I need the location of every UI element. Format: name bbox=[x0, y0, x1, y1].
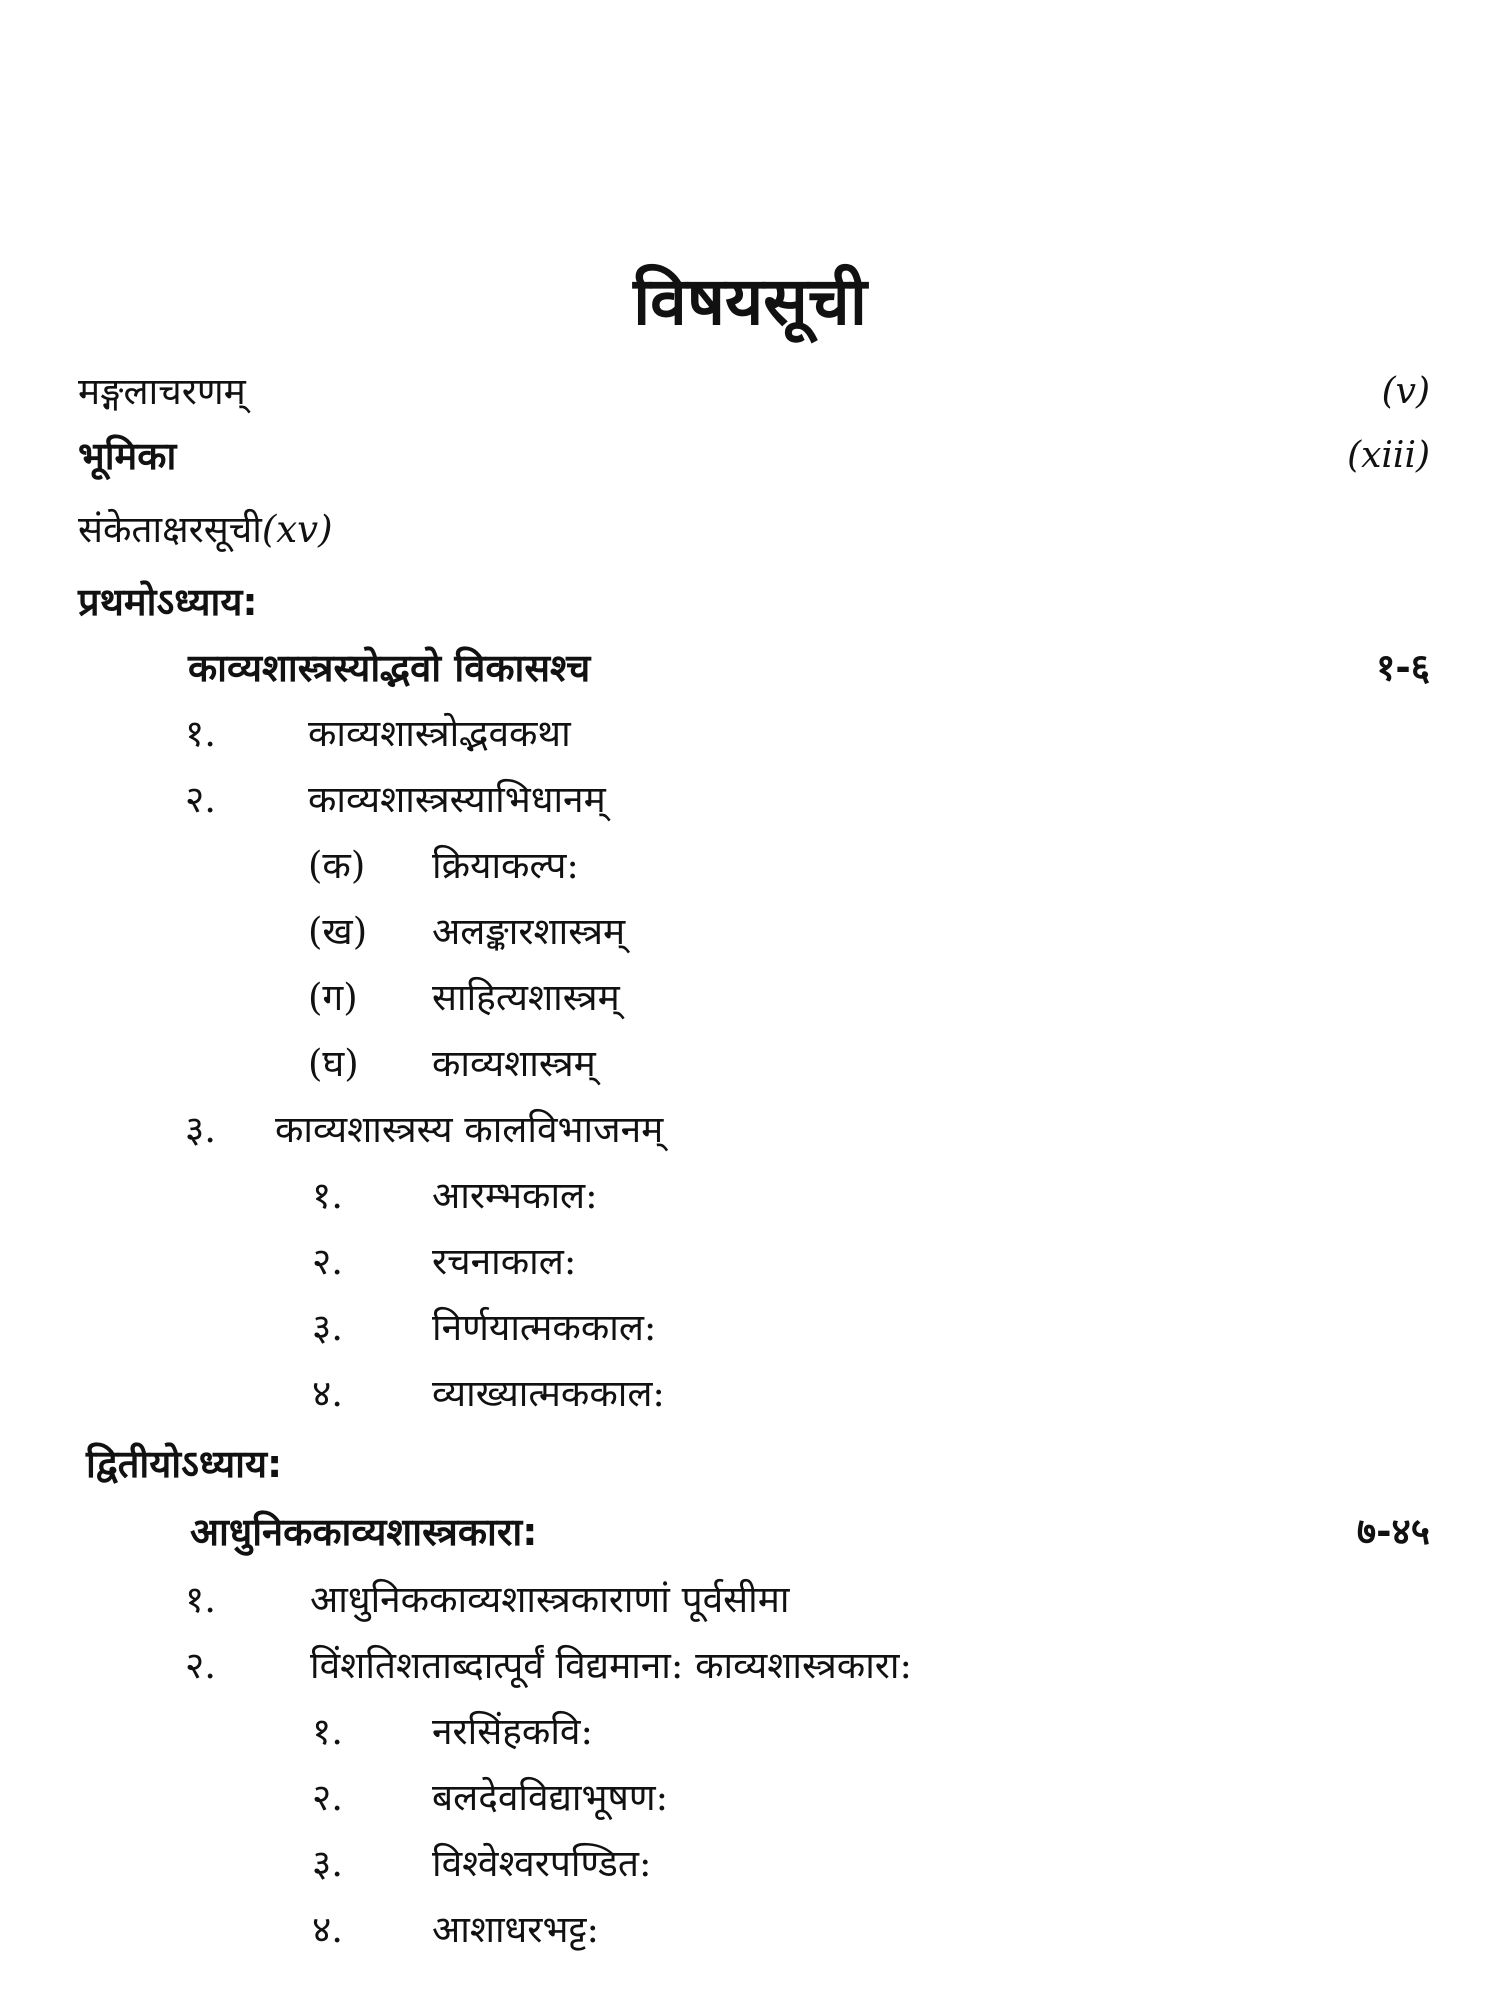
toc-item: २. विंशतिशताब्दात्पूर्वं विद्यमाना: काव्यशास्त्रकारा: bbox=[185, 1644, 912, 1687]
chapter-heading: प्रथमोऽध्याय: bbox=[78, 580, 258, 624]
toc-item: १. काव्यशास्त्रोद्भवकथा bbox=[185, 712, 571, 755]
toc-subitem: ३. निर्णयात्मककाल: bbox=[312, 1306, 657, 1349]
toc-subitem: (क) क्रियाकल्प: bbox=[308, 844, 579, 887]
page-title: विषयसूची bbox=[633, 263, 867, 340]
entry-page: (xv) bbox=[261, 508, 333, 551]
toc-subitem: (घ) काव्यशास्त्रम् bbox=[308, 1042, 596, 1085]
chapter-pages: ७-४५ bbox=[1356, 1510, 1430, 1553]
chapter-heading: द्वितीयोऽध्याय: bbox=[86, 1442, 283, 1486]
toc-entry-mangalacharanam bbox=[0, 360, 1500, 424]
entry-label: संकेताक्षरसूची bbox=[78, 508, 262, 551]
toc-subitem: ३. विश्वेश्वरपण्डित: bbox=[312, 1842, 652, 1885]
entry-label: मङ्गलाचरणम् bbox=[78, 370, 246, 413]
toc-subitem: १. नरसिंहकवि: bbox=[312, 1710, 593, 1753]
chapter-subtitle: काव्यशास्त्रस्योद्भवो विकासश्च १-६ bbox=[0, 636, 1500, 700]
toc-subitem: (ग) साहित्यशास्त्रम् bbox=[308, 976, 620, 1019]
toc-subitem: ४. आशाधरभट्ट: bbox=[312, 1908, 600, 1951]
toc-item: २. काव्यशास्त्रस्याभिधानम् bbox=[185, 778, 606, 821]
entry-label: भूमिका bbox=[78, 434, 177, 478]
chapter-pages: १-६ bbox=[1376, 646, 1430, 689]
entry-page: (v) bbox=[1381, 371, 1430, 412]
toc-subitem: २. रचनाकाल: bbox=[312, 1240, 577, 1283]
toc-subitem: २. बलदेवविद्याभूषण: bbox=[312, 1776, 669, 1819]
toc-subitem: १. आरम्भकाल: bbox=[312, 1174, 598, 1217]
chapter-subtitle: आधुनिककाव्यशास्त्रकारा: ७-४५ bbox=[0, 1500, 1500, 1564]
toc-subitem: ४. व्याख्यात्मककाल: bbox=[312, 1372, 665, 1415]
toc-item: ३. काव्यशास्त्रस्य कालविभाजनम् bbox=[185, 1108, 664, 1151]
toc-entry-sanketa bbox=[0, 498, 1500, 562]
toc-item: १. आधुनिककाव्यशास्त्रकाराणां पूर्वसीमा bbox=[185, 1578, 790, 1621]
entry-page: (xiii) bbox=[1347, 435, 1430, 476]
toc-entry-bhumika bbox=[0, 424, 1500, 488]
toc-subitem: (ख) अलङ्कारशास्त्रम् bbox=[308, 910, 626, 953]
